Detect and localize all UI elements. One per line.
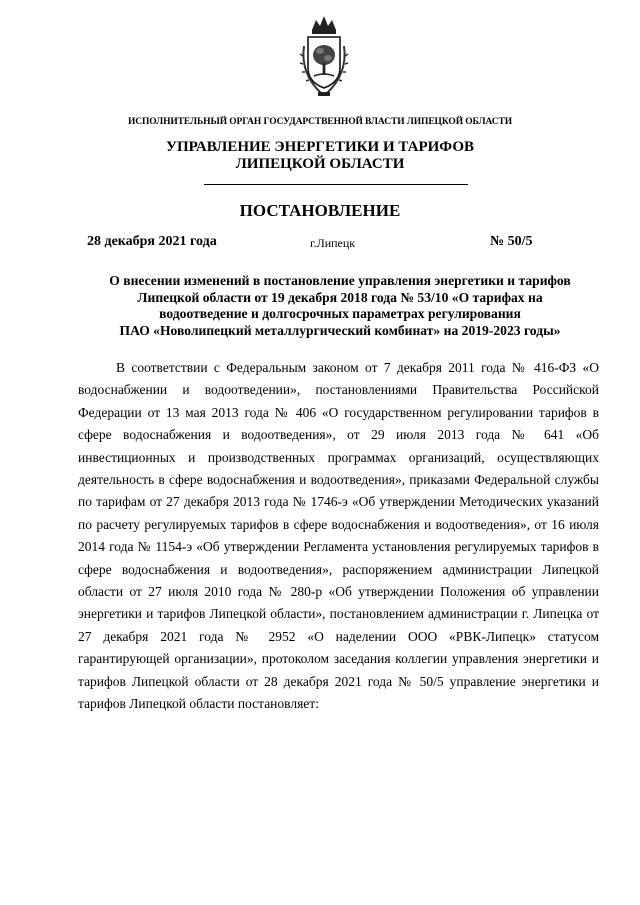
organization-name (0, 139, 640, 173)
document-number: № 50/5 (490, 234, 533, 249)
coat-of-arms-icon (294, 10, 354, 100)
document-date: 28 декабря 2021 года (87, 234, 217, 249)
subject-line-2: Липецкой области от 19 декабря 2018 года № 53/10 «О тарифах на (137, 289, 543, 305)
subject-line-3: водоотведение и долгосрочных параметрах регулирования (159, 306, 521, 322)
organization-name-line-1: УПРАВЛЕНИЕ ЭНЕРГЕТИКИ И ТАРИФОВ (165, 139, 475, 155)
subject-line-1: О внесении изменений в постановление управления энергетики и тарифов (109, 273, 571, 288)
header-divider (204, 184, 468, 185)
organization-name-line-2: ЛИПЕЦКОЙ ОБЛАСТИ (235, 156, 405, 172)
subject-line-4: ПАО «Новолипецкий металлургический комбинат» на 2019-2023 годы» (119, 322, 561, 338)
issuer-name: ИСПОЛНИТЕЛЬНЫЙ ОРГАН ГОСУДАРСТВЕННОЙ ВЛАСТИ ЛИПЕЦКОЙ ОБЛАСТИ (127, 117, 513, 127)
document-subject (60, 273, 620, 339)
document-type: ПОСТАНОВЛЕНИЕ (239, 201, 401, 220)
document-city: г.Липецк (310, 236, 356, 250)
document-body-paragraph: В соответствии с Федеральным законом от 7 декабря 2011 года № 416-ФЗ «О водоснабжении и водоотведении», постановлениями Правительства Российской Федерации от 13 мая 2013 года № 406 «О государственном регулировании тарифов в сфере водоснабжения и водоотведения», от 29 июля 2013 года № 641 «Об инвестиционных и производственных программах организаций, осуществляющих деятельность в сфере водоснабжения и водоотведения», приказами Федеральной службы по тарифам от 27 декабря 2013 года № 1746-э «Об утверждении Методических указаний по расчету регулируемых тарифов в сфере водоснабжения и водоотведения», от 16 июля 2014 года № 1154-э «Об утверждении Регламента установления регулируемых тарифов в сфере водоснабжения и водоотведения», распоряжением администрации Липецкой области от 27 июля 2010 года № 280-р «Об утверждении Положения об управлении энергетики и тарифов Липецкой области», постановлением администрации г. Липецка от 27 декабря 2021 года № 2952 «О наделении ООО «РВК-Липецк» статусом гарантирующей организации», протоколом заседания коллегии управления энергетики и тарифов Липецкой области от 28 декабря 2021 года № 50/5 управление энергетики и тарифов Липецкой области постановляет: (78, 360, 599, 712)
